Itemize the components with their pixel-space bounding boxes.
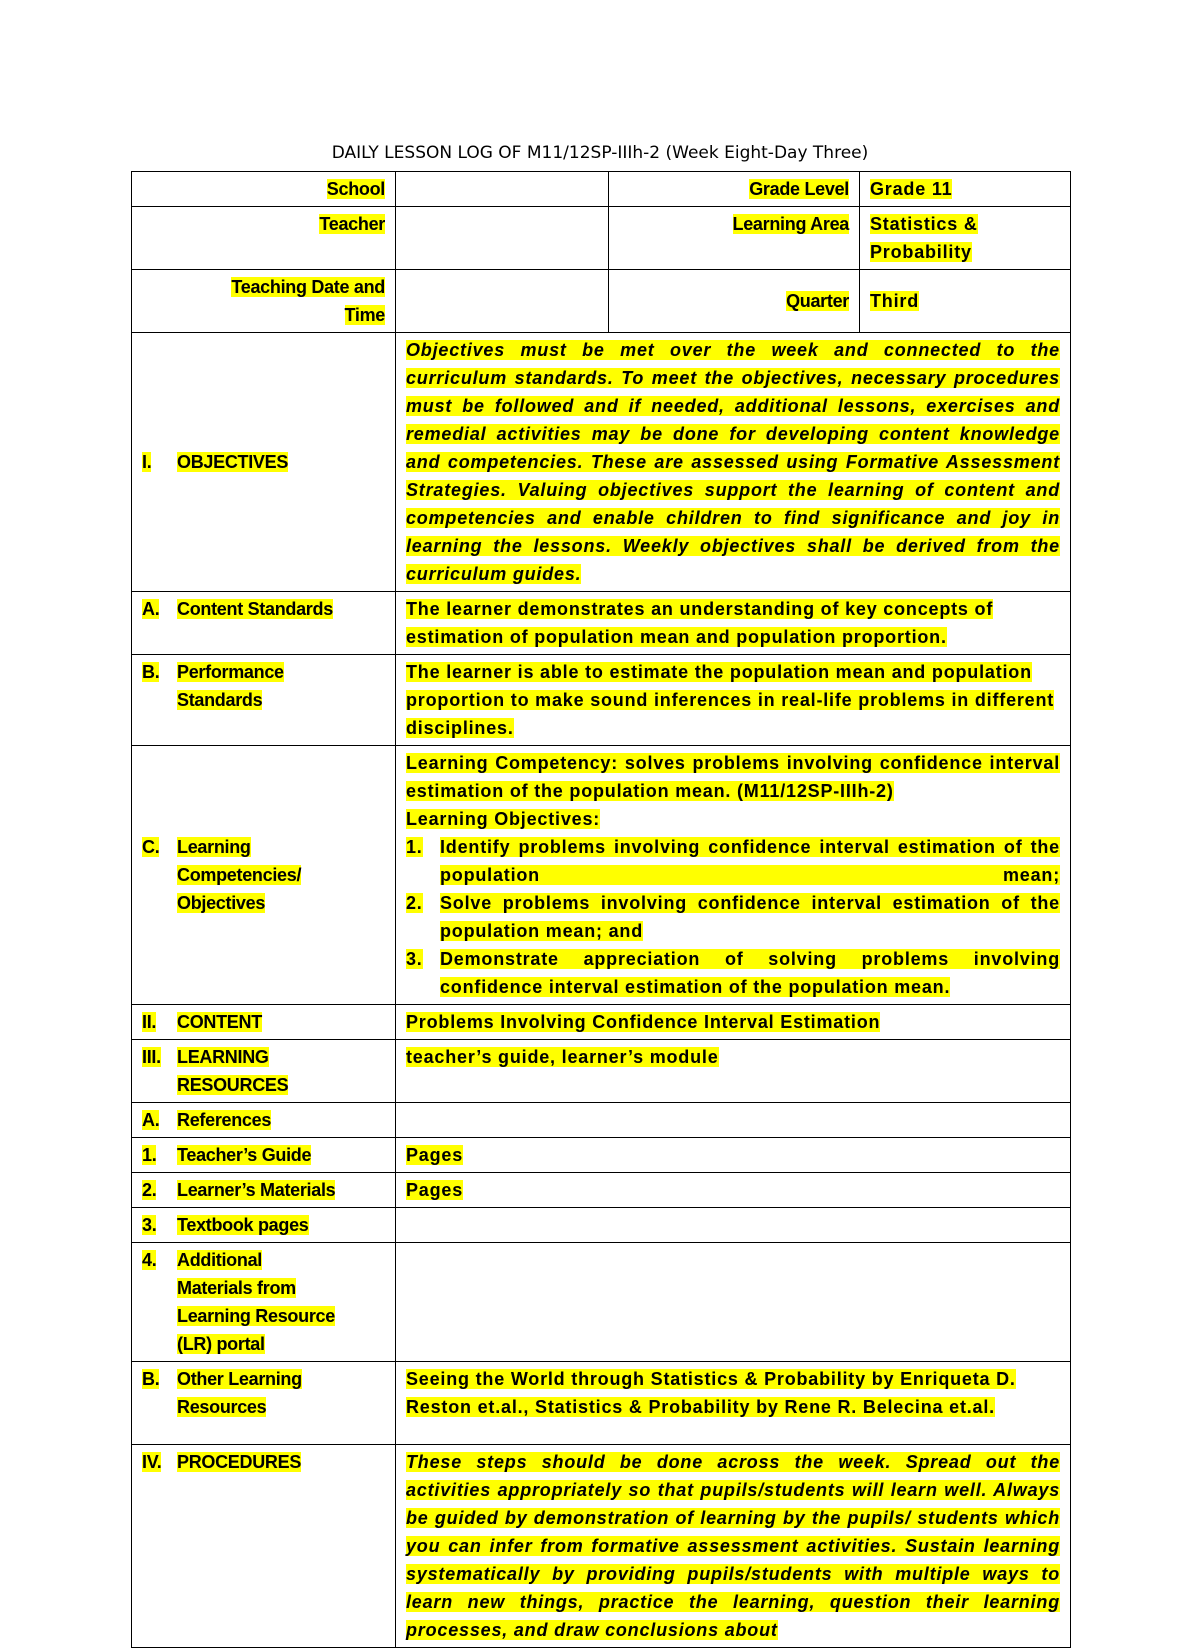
other-resources-label-line2: Resources: [177, 1397, 267, 1417]
grade-level-label-cell: [609, 172, 860, 207]
content-marker: II.: [142, 1012, 157, 1032]
learning-area-value-cell[interactable]: [860, 207, 1071, 270]
performance-standards-label-cell: [132, 655, 396, 746]
performance-standards-marker: B.: [142, 662, 160, 682]
list-item: [406, 833, 1060, 889]
objectives-label: OBJECTIVES: [177, 452, 289, 472]
competencies-label-line2: Competencies/: [177, 865, 302, 885]
other-resources-marker: B.: [142, 1369, 160, 1389]
quarter-value: Third: [870, 291, 919, 311]
learners-materials-value: Pages: [406, 1180, 464, 1200]
row-school: [132, 172, 1071, 207]
school-value-cell[interactable]: [396, 172, 609, 207]
learners-materials-label-cell: [132, 1173, 396, 1208]
teaching-date-label-cell: [132, 270, 396, 333]
row-references: [132, 1103, 1071, 1138]
learning-area-label: Learning Area: [732, 214, 849, 234]
grade-level-value-cell[interactable]: [860, 172, 1071, 207]
other-resources-label-line1: Other Learning: [177, 1369, 302, 1389]
row-additional-materials: [132, 1243, 1071, 1362]
row-textbook: [132, 1208, 1071, 1243]
learning-objectives-list: [406, 833, 1060, 1001]
learning-resources-text: teacher’s guide, learner’s module: [406, 1047, 719, 1067]
procedures-marker: IV.: [142, 1452, 162, 1472]
content-standards-marker: A.: [142, 599, 160, 619]
school-label-cell: [132, 172, 396, 207]
document-title: DAILY LESSON LOG OF M11/12SP-IIIh-2 (Week Eight-Day Three): [331, 143, 869, 163]
teacher-label: Teacher: [319, 214, 385, 234]
references-label-cell: [132, 1103, 396, 1138]
objectives-text-cell: [396, 333, 1071, 592]
learning-resources-marker: III.: [142, 1047, 161, 1067]
learning-competency-text: Learning Competency: solves problems involving confidence interval estimation of the population mean. (M11/12SP-IIIh-2): [406, 753, 1060, 801]
objective-number: 1.: [406, 837, 423, 857]
additional-materials-label-line4: (LR) portal: [177, 1334, 265, 1354]
teachers-guide-value: Pages: [406, 1145, 464, 1165]
additional-materials-label-line3: Learning Resource: [177, 1306, 335, 1326]
content-standards-label: Content Standards: [177, 599, 333, 619]
row-learning-resources: [132, 1040, 1071, 1103]
objectives-text: Objectives must be met over the week and connected to the curriculum standards. To meet the objectives, necessary procedures must be followed and if needed, additional lessons, exercises and remedial activities may be done for developing content knowledge and competencies. These are assessed using Formative Assessment Strategies. Valuing objectives support the learning of content and competencies and enable children to find significance and joy in learning the lessons. Weekly objectives shall be derived from the curriculum guides.: [406, 340, 1060, 584]
row-content-standards: [132, 592, 1071, 655]
learning-area-value-line1: Statistics &: [870, 214, 978, 234]
references-label: References: [177, 1110, 272, 1130]
learning-resources-label-cell: [132, 1040, 396, 1103]
procedures-label: PROCEDURES: [177, 1452, 302, 1472]
row-teaching-date: [132, 270, 1071, 333]
performance-standards-label-line1: Performance: [177, 662, 284, 682]
additional-materials-label-line2: Materials from: [177, 1278, 296, 1298]
competencies-label-line3: Objectives: [177, 893, 266, 913]
learning-resources-label-line2: RESOURCES: [177, 1075, 289, 1095]
content-label: CONTENT: [177, 1012, 262, 1032]
list-item: [406, 945, 1060, 1001]
row-procedures: [132, 1445, 1071, 1648]
textbook-value-cell[interactable]: [396, 1208, 1071, 1243]
teaching-date-value-cell[interactable]: [396, 270, 609, 333]
quarter-label-cell: [609, 270, 860, 333]
learners-materials-marker: 2.: [142, 1180, 157, 1200]
procedures-text-cell: [396, 1445, 1071, 1648]
content-standards-text: The learner demonstrates an understanding of key concepts of estimation of population mean and population proportion.: [406, 599, 994, 647]
row-teachers-guide: [132, 1138, 1071, 1173]
performance-standards-text: The learner is able to estimate the population mean and population proportion to make sound inferences in real-life problems in different disciplines.: [406, 662, 1055, 738]
other-resources-label-cell: [132, 1362, 396, 1445]
objective-text: Solve problems involving confidence interval estimation of the population mean; and: [440, 893, 1060, 941]
content-standards-text-cell: [396, 592, 1071, 655]
teaching-date-label-line1: Teaching Date and: [231, 277, 385, 297]
content-standards-label-cell: [132, 592, 396, 655]
competencies-label-cell: [132, 746, 396, 1005]
teacher-label-cell: [132, 207, 396, 270]
performance-standards-text-cell: [396, 655, 1071, 746]
quarter-label: Quarter: [786, 291, 849, 311]
quarter-value-cell[interactable]: [860, 270, 1071, 333]
grade-level-value: Grade 11: [870, 179, 953, 199]
procedures-label-cell: [132, 1445, 396, 1648]
references-marker: A.: [142, 1110, 160, 1130]
content-text-cell: [396, 1005, 1071, 1040]
other-resources-text: Seeing the World through Statistics & Probability by Enriqueta D. Reston et.al., Statistics & Probability by Rene R. Belecina et.al.: [406, 1369, 1016, 1417]
competencies-marker: C.: [142, 837, 160, 857]
row-other-resources: [132, 1362, 1071, 1445]
row-learners-materials: [132, 1173, 1071, 1208]
lesson-log-table: [131, 171, 1071, 1648]
learning-area-label-cell: [609, 207, 860, 270]
additional-materials-value-cell[interactable]: [396, 1243, 1071, 1362]
learning-area-value-line2: Probability: [870, 242, 972, 262]
textbook-label-cell: [132, 1208, 396, 1243]
additional-materials-label-cell: [132, 1243, 396, 1362]
teachers-guide-label: Teacher’s Guide: [177, 1145, 312, 1165]
references-value-cell[interactable]: [396, 1103, 1071, 1138]
objective-text: Demonstrate appreciation of solving problems involving confidence interval estimation of the population mean.: [440, 949, 1060, 997]
textbook-label: Textbook pages: [177, 1215, 309, 1235]
objective-number: 3.: [406, 949, 423, 969]
competencies-label-line1: Learning: [177, 837, 251, 857]
row-content: [132, 1005, 1071, 1040]
content-text: Problems Involving Confidence Interval Estimation: [406, 1012, 881, 1032]
learning-resources-text-cell: [396, 1040, 1071, 1103]
row-performance-standards: [132, 655, 1071, 746]
learners-materials-value-cell[interactable]: [396, 1173, 1071, 1208]
teacher-value-cell[interactable]: [396, 207, 609, 270]
grade-level-label: Grade Level: [749, 179, 849, 199]
teaching-date-label-line2: Time: [344, 305, 385, 325]
row-competencies: [132, 746, 1071, 1005]
teachers-guide-label-cell: [132, 1138, 396, 1173]
school-label: School: [326, 179, 385, 199]
objective-text: Identify problems involving confidence interval estimation of the population mean;: [440, 837, 1060, 885]
performance-standards-label-line2: Standards: [177, 690, 263, 710]
additional-materials-label-line1: Additional: [177, 1250, 262, 1270]
learning-objectives-heading: Learning Objectives:: [406, 809, 601, 829]
objectives-marker: I.: [142, 452, 152, 472]
objectives-label-cell: [132, 333, 396, 592]
row-objectives: [132, 333, 1071, 592]
learning-resources-label-line1: LEARNING: [177, 1047, 269, 1067]
learners-materials-label: Learner’s Materials: [177, 1180, 336, 1200]
list-item: [406, 889, 1060, 945]
teachers-guide-value-cell[interactable]: [396, 1138, 1071, 1173]
other-resources-text-cell: [396, 1362, 1071, 1445]
textbook-marker: 3.: [142, 1215, 157, 1235]
procedures-text: These steps should be done across the week. Spread out the activities appropriately so that pupils/students will learn well. Always be guided by demonstration of learning by the pupils/ students which you can infer from formative assessment activities. Sustain learning systematically by providing pupils/students with multiple ways to learn new things, practice the learning, question their learning processes, and draw conclusions about: [406, 1452, 1060, 1640]
competencies-text-cell: [396, 746, 1071, 1005]
content-label-cell: [132, 1005, 396, 1040]
teachers-guide-marker: 1.: [142, 1145, 157, 1165]
objective-number: 2.: [406, 893, 423, 913]
additional-materials-marker: 4.: [142, 1250, 157, 1270]
row-teacher: [132, 207, 1071, 270]
